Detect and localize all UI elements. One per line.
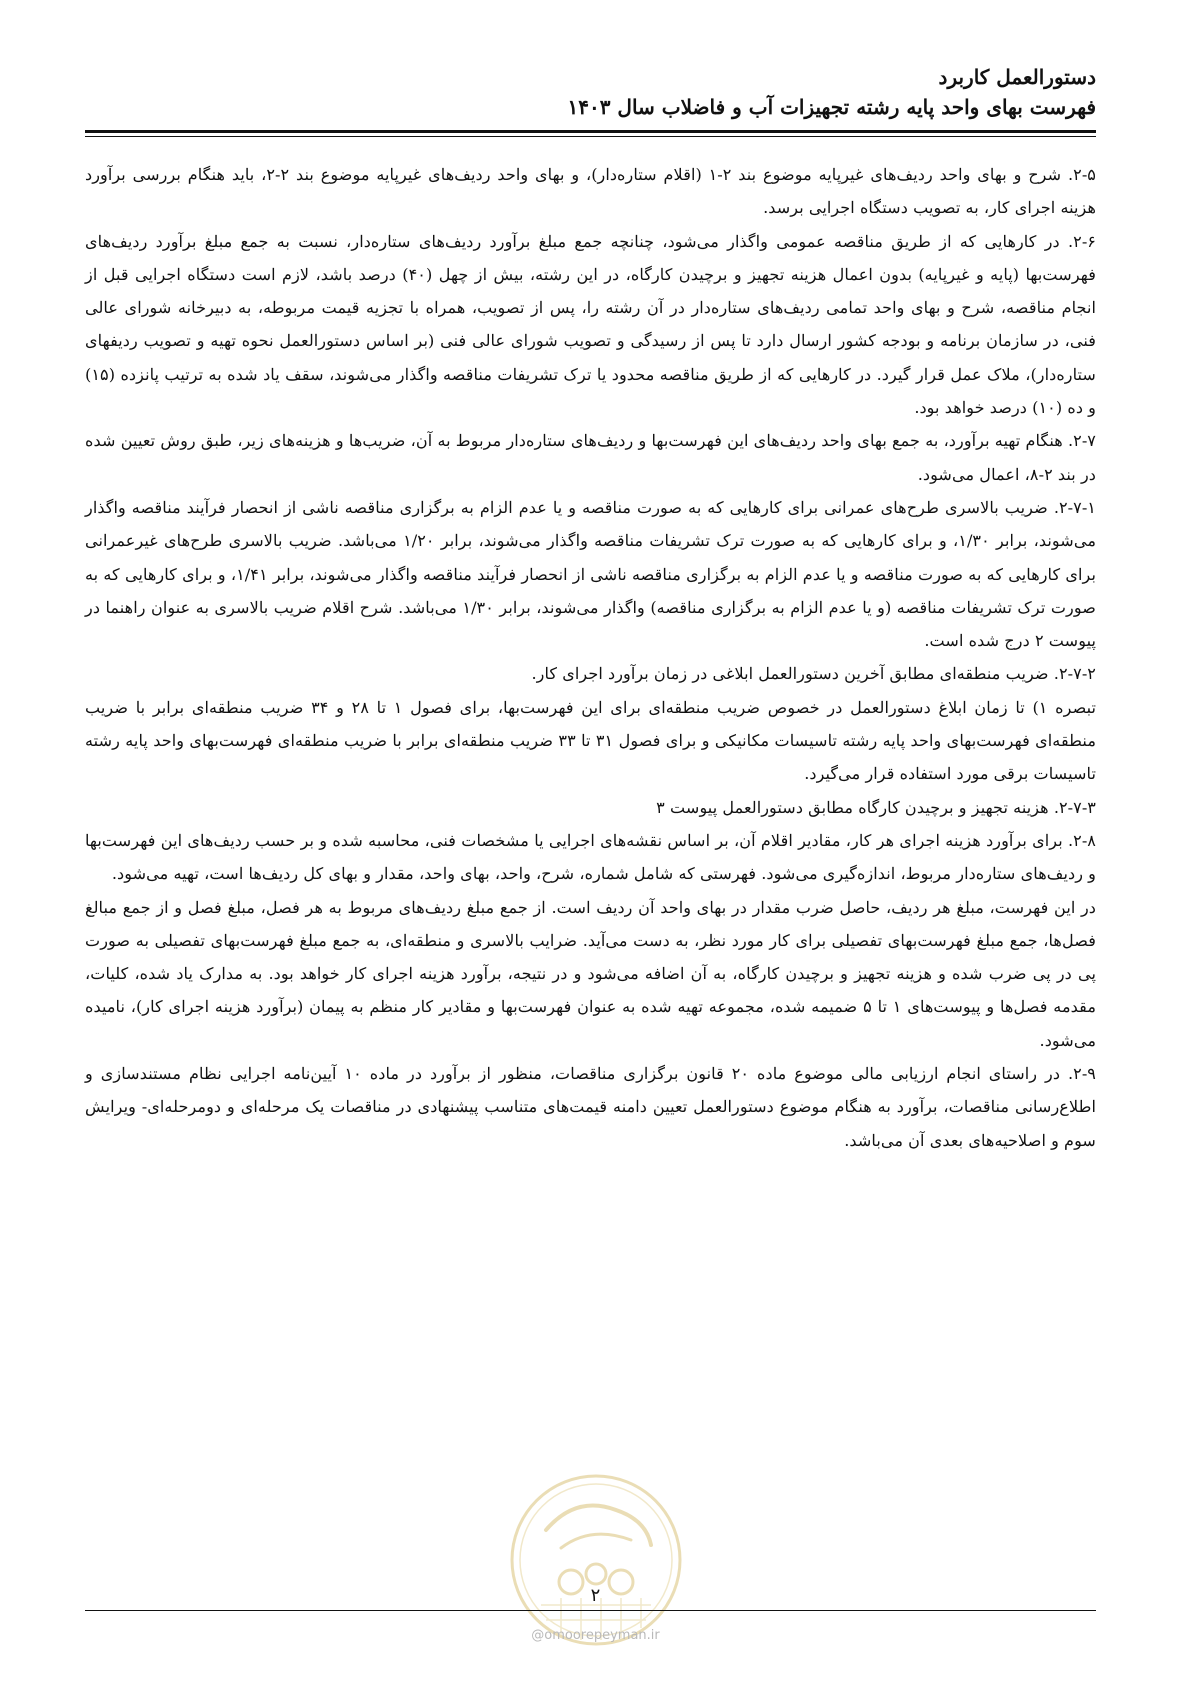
header-divider-thick <box>85 130 1096 133</box>
paragraph-2-7-3: ۲-۷-۳. هزینه تجهیز و برچیدن کارگاه مطابق دستورالعمل پیوست ۳ <box>656 797 1096 817</box>
paragraph-2-7: ۲-۷. هنگام تهیه برآورد، به جمع بهای واحد ردیف‌های این فهرست‌بها و ردیف‌های ستاره‌دار مربوط به آن، ضریب‌ها و هزینه‌های زیر، طبق روش تعیین شده در بند ۲-۸، اعمال می‌شود. <box>85 431 1096 484</box>
footer-website: @omoorepeyman.ir <box>531 1628 660 1643</box>
paragraph-2-8-continued: در این فهرست، مبلغ هر ردیف، حاصل ضرب مقدار در بهای واحد آن ردیف است. از جمع مبلغ ردیف‌های مربوط به هر فصل، مبلغ فصل و از جمع مبالغ فصل‌ها، جمع مبلغ فهرست‌بهای تفصیلی برای کار مورد نظر، به دست می‌آید. ضرایب بالاسری و منطقه‌ای، به جمع مبلغ فهرست‌بهای تفصیلی به صورت پی در پی ضرب شده و هزینه تجهیز و برچیدن کارگاه، به آن اضافه می‌شود و در نتیجه، برآورد هزینه اجرای کار خواهد بود. به مدارک یاد شده، کلیات، مقدمه فصل‌ها و پیوست‌های ۱ تا ۵ ضمیمه شده، مجموعه تهیه شده به عنوان فهرست‌بها و مقادیر کار منظم به پیمان (برآورد هزینه اجرای کار)، نامیده می‌شود. <box>85 897 1096 1050</box>
document-body <box>85 158 1096 1157</box>
paragraph-2-8: ۲-۸. برای برآورد هزینه اجرای هر کار، مقادیر اقلام آن، بر اساس نقشه‌های اجرایی یا مشخصات فنی، محاسبه شده و بر حسب ردیف‌های این فهرست‌بها و ردیف‌های ستاره‌دار مربوط، اندازه‌گیری می‌شود. فهرستی که شامل شماره، شرح، واحد، بهای واحد، مقدار و بهای کل ردیف‌ها است، تهیه می‌شود. <box>85 830 1096 884</box>
paragraph-2-7-2: ۲-۷-۲. ضریب منطقه‌ای مطابق آخرین دستورالعمل ابلاغی در زمان برآورد اجرای کار. <box>531 664 1096 684</box>
paragraph-2-5: ۲-۵. شرح و بهای واحد ردیف‌های غیرپایه موضوع بند ۲-۱ (اقلام ستاره‌دار)، و بهای واحد ردیف‌های غیرپایه موضوع بند ۲-۲، باید هنگام بررسی برآورد هزینه اجرای کار، به تصویب دستگاه اجرایی برسد. <box>85 165 1096 218</box>
paragraph-2-7-1: ۲-۷-۱. ضریب بالاسری طرح‌های عمرانی برای کارهایی که به صورت مناقصه و یا عدم الزام به برگزاری مناقصه ناشی از انحصار فرآیند مناقصه واگذار می‌شوند، برابر ۱/۳۰، و برای کارهایی که به صورت ترک تشریفات مناقصه واگذار می‌شوند، برابر ۱/۲۰ می‌باشد. ضریب بالاسری طرح‌های غیرعمرانی برای کارهایی که به صورت مناقصه و یا عدم الزام به برگزاری مناقصه ناشی از انحصار فرآیند مناقصه واگذار می‌شوند، برابر ۱/۴۱، و برای کارهایی که به صورت ترک تشریفات مناقصه (و یا عدم الزام به برگزاری مناقصه) واگذار می‌شوند، برابر ۱/۳۰ می‌باشد. شرح اقلام ضریب بالاسری به عنوان راهنما در پیوست ۲ درج شده است. <box>85 497 1096 651</box>
paragraph-note-1: تبصره ۱) تا زمان ابلاغ دستورالعمل در خصوص ضریب منطقه‌ای برای این فهرست‌بها، برای فصول ۱ تا ۲۸ و ۳۴ ضریب منطقه‌ای برابر با ضریب منطقه‌ای فهرست‌بهای واحد پایه رشته تاسیسات مکانیکی و برای فصول ۳۱ تا ۳۳ ضریب منطقه‌ای برابر با ضریب منطقه‌ای فهرست‌بهای واحد پایه رشته تاسیسات برقی مورد استفاده قرار می‌گیرد. <box>85 697 1096 784</box>
document-title: دستورالعمل کاربرد <box>938 65 1096 89</box>
paragraph-2-9: ۲-۹. در راستای انجام ارزیابی مالی موضوع ماده ۲۰ قانون برگزاری مناقصات، منظور از برآورد در ماده ۱۰ آیین‌نامه اجرایی نظام مستندسازی و اطلاع‌رسانی مناقصات، برآورد به هنگام موضوع دستورالعمل تعیین دامنه قیمت‌های متناسب پیشنهادی در مناقصات یک مرحله‌ای و دومرحله‌ای- ویرایش سوم و اصلاحیه‌های بعدی آن می‌باشد. <box>85 1064 1096 1150</box>
watermark-logo <box>506 1470 686 1650</box>
header-divider-thin <box>85 136 1096 137</box>
footer-divider <box>85 1610 1096 1611</box>
page-number: ۲ <box>590 1585 601 1606</box>
document-header <box>85 62 1096 122</box>
document-subtitle: فهرست بهای واحد پایه رشته تجهیزات آب و فاضلاب سال ۱۴۰۳ <box>567 95 1096 119</box>
paragraph-2-6: ۲-۶. در کارهایی که از طریق مناقصه عمومی واگذار می‌شود، چنانچه جمع مبلغ برآورد ردیف‌های ستاره‌دار، نسبت به جمع مبلغ برآورد ردیف‌های فهرست‌بها (پایه و غیرپایه) بدون اعمال هزینه تجهیز و برچیدن کارگاه، در این رشته، بیش از چهل (۴۰) درصد باشد، لازم است دستگاه اجرایی قبل از انجام مناقصه، شرح و بهای واحد تمامی ردیف‌های ستاره‌دار در آن رشته را، پس از تصویب، همراه با تجزیه قیمت مربوطه، به دبیرخانه شورای عالی فنی، در سازمان برنامه و بودجه کشور ارسال دارد تا پس از رسیدگی و تصویب شورای عالی فنی (بر اساس دستورالعمل نحوه تهیه و تصویب ردیفهای ستاره‌دار)، ملاک عمل قرار گیرد. در کارهایی که از طریق مناقصه محدود یا ترک تشریفات مناقصه واگذار می‌شوند، سقف یاد شده به ترتیب پانزده (۱۵) و ده (۱۰) درصد خواهد بود. <box>85 231 1096 418</box>
